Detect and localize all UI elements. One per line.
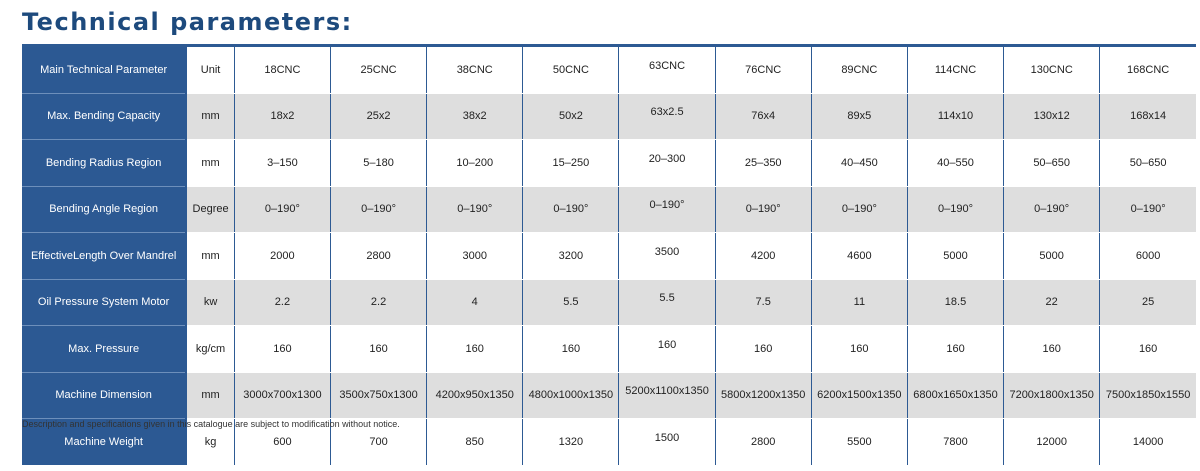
table-row <box>22 326 1196 373</box>
value-cell: 11 <box>811 279 907 326</box>
value-cell: 7500x1850x1550 <box>1100 372 1196 419</box>
parameter-label: Bending Angle Region <box>22 186 186 233</box>
value-cell: 114x10 <box>907 93 1003 140</box>
value-cell: 160 <box>427 326 523 373</box>
value-cell: 5000 <box>1004 233 1100 280</box>
parameter-label: Machine Weight <box>22 419 186 465</box>
value-cell: 25 <box>1100 279 1196 326</box>
value-cell: 3500x750x1300 <box>331 372 427 419</box>
value-cell: 50–650 <box>1004 140 1100 187</box>
value-cell: 0–190° <box>1004 186 1100 233</box>
value-cell: 89CNC <box>811 47 907 93</box>
value-cell: 2.2 <box>234 279 330 326</box>
value-cell: 3200 <box>523 233 619 280</box>
value-cell: 5.5 <box>523 279 619 326</box>
value-cell: 0–190° <box>619 186 715 233</box>
unit-cell: mm <box>186 233 234 280</box>
value-cell: 6800x1650x1350 <box>907 372 1003 419</box>
spec-table-grid <box>22 47 1196 465</box>
value-cell: 160 <box>1100 326 1196 373</box>
table-row <box>22 279 1196 326</box>
value-cell: 0–190° <box>811 186 907 233</box>
value-cell: 4600 <box>811 233 907 280</box>
value-cell: 160 <box>523 326 619 373</box>
value-cell: 40–450 <box>811 140 907 187</box>
value-cell: 160 <box>907 326 1003 373</box>
unit-cell: Degree <box>186 186 234 233</box>
value-cell: 12000 <box>1004 419 1100 465</box>
footnote: Description and specifications given in this catalogue are subject to modification without notice. <box>22 419 400 429</box>
value-cell: 7200x1800x1350 <box>1004 372 1100 419</box>
value-cell: 4200 <box>715 233 811 280</box>
value-cell: 3000x700x1300 <box>234 372 330 419</box>
value-cell: 25x2 <box>331 93 427 140</box>
value-cell: 18x2 <box>234 93 330 140</box>
value-cell: 63x2.5 <box>619 93 715 140</box>
value-cell: 5800x1200x1350 <box>715 372 811 419</box>
value-cell: 5–180 <box>331 140 427 187</box>
value-cell: 600 <box>234 419 330 465</box>
value-cell: 114CNC <box>907 47 1003 93</box>
value-cell: 130CNC <box>1004 47 1100 93</box>
value-cell: 14000 <box>1100 419 1196 465</box>
value-cell: 850 <box>427 419 523 465</box>
parameter-label: EffectiveLength Over Mandrel <box>22 233 186 280</box>
value-cell: 76x4 <box>715 93 811 140</box>
page-title: Technical parameters: <box>22 8 353 36</box>
parameter-label: Machine Dimension <box>22 372 186 419</box>
parameter-label: Main Technical Parameter <box>22 47 186 93</box>
value-cell: 20–300 <box>619 140 715 187</box>
value-cell: 160 <box>715 326 811 373</box>
value-cell: 1500 <box>619 419 715 465</box>
value-cell: 25CNC <box>331 47 427 93</box>
value-cell: 0–190° <box>523 186 619 233</box>
value-cell: 700 <box>331 419 427 465</box>
value-cell: 18CNC <box>234 47 330 93</box>
value-cell: 3000 <box>427 233 523 280</box>
value-cell: 2800 <box>331 233 427 280</box>
value-cell: 38CNC <box>427 47 523 93</box>
parameter-label: Oil Pressure System Motor <box>22 279 186 326</box>
value-cell: 89x5 <box>811 93 907 140</box>
value-cell: 38x2 <box>427 93 523 140</box>
value-cell: 63CNC <box>619 47 715 93</box>
value-cell: 0–190° <box>234 186 330 233</box>
value-cell: 4 <box>427 279 523 326</box>
value-cell: 1320 <box>523 419 619 465</box>
value-cell: 0–190° <box>1100 186 1196 233</box>
value-cell: 5500 <box>811 419 907 465</box>
value-cell: 0–190° <box>907 186 1003 233</box>
value-cell: 7.5 <box>715 279 811 326</box>
table-row <box>22 186 1196 233</box>
table-row <box>22 140 1196 187</box>
table-row <box>22 93 1196 140</box>
value-cell: 15–250 <box>523 140 619 187</box>
value-cell: 5.5 <box>619 279 715 326</box>
value-cell: 160 <box>1004 326 1100 373</box>
value-cell: 3500 <box>619 233 715 280</box>
unit-cell: mm <box>186 372 234 419</box>
parameter-label: Max. Bending Capacity <box>22 93 186 140</box>
value-cell: 6000 <box>1100 233 1196 280</box>
table-row <box>22 372 1196 419</box>
value-cell: 10–200 <box>427 140 523 187</box>
value-cell: 6200x1500x1350 <box>811 372 907 419</box>
value-cell: 160 <box>331 326 427 373</box>
value-cell: 50–650 <box>1100 140 1196 187</box>
value-cell: 2.2 <box>331 279 427 326</box>
unit-cell: kw <box>186 279 234 326</box>
value-cell: 7800 <box>907 419 1003 465</box>
value-cell: 5000 <box>907 233 1003 280</box>
parameter-label: Bending Radius Region <box>22 140 186 187</box>
table-row <box>22 47 1196 93</box>
value-cell: 0–190° <box>427 186 523 233</box>
table-row <box>22 233 1196 280</box>
value-cell: 50CNC <box>523 47 619 93</box>
value-cell: 0–190° <box>715 186 811 233</box>
value-cell: 130x12 <box>1004 93 1100 140</box>
value-cell: 5200x1100x1350 <box>619 372 715 419</box>
value-cell: 2000 <box>234 233 330 280</box>
value-cell: 25–350 <box>715 140 811 187</box>
value-cell: 160 <box>234 326 330 373</box>
unit-cell: mm <box>186 140 234 187</box>
value-cell: 0–190° <box>331 186 427 233</box>
value-cell: 76CNC <box>715 47 811 93</box>
value-cell: 160 <box>811 326 907 373</box>
value-cell: 2800 <box>715 419 811 465</box>
value-cell: 22 <box>1004 279 1100 326</box>
unit-cell: mm <box>186 93 234 140</box>
unit-cell: kg <box>186 419 234 465</box>
unit-cell: Unit <box>186 47 234 93</box>
value-cell: 50x2 <box>523 93 619 140</box>
value-cell: 40–550 <box>907 140 1003 187</box>
parameter-label: Max. Pressure <box>22 326 186 373</box>
value-cell: 160 <box>619 326 715 373</box>
value-cell: 3–150 <box>234 140 330 187</box>
value-cell: 168CNC <box>1100 47 1196 93</box>
value-cell: 4200x950x1350 <box>427 372 523 419</box>
unit-cell: kg/cm <box>186 326 234 373</box>
value-cell: 4800x1000x1350 <box>523 372 619 419</box>
value-cell: 168x14 <box>1100 93 1196 140</box>
value-cell: 18.5 <box>907 279 1003 326</box>
